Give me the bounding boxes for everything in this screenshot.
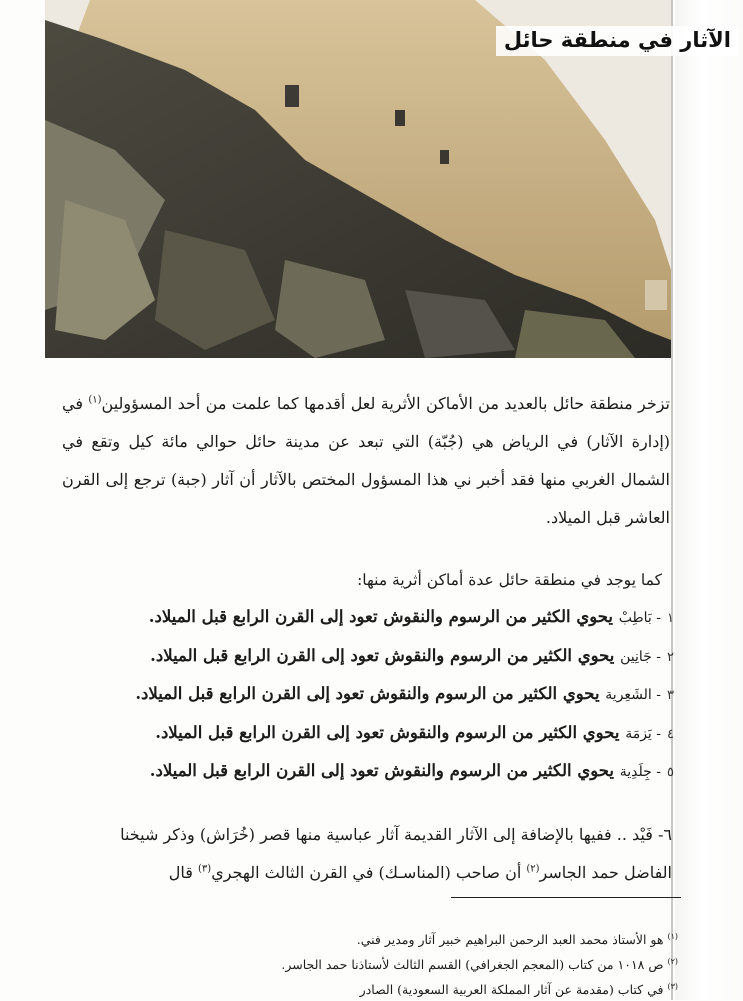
site-description: يحوي الكثير من الرسوم والنقوش تعود إلى القرن الرابع قبل الميلاد.	[135, 684, 606, 703]
list-item	[66, 641, 674, 680]
page-edge	[675, 0, 743, 1000]
footnote-ref-2: (٢)	[526, 863, 540, 875]
site-name: - جَانِين	[620, 648, 662, 665]
site-name: - فَيْد	[632, 825, 664, 844]
archaeological-sites-list	[66, 602, 674, 795]
item-number: ٣	[667, 688, 674, 703]
footnote-number: (٣)	[667, 982, 678, 992]
sites-intro: كما يوجد في منطقة حائل عدة أماكن أثرية منها:	[357, 571, 662, 589]
list-item	[66, 718, 674, 757]
site-fayd-line-1	[66, 816, 672, 854]
site-name: - الشَعِرية	[605, 687, 662, 703]
text-segment: الفاضل حمد الجاسر	[539, 863, 672, 882]
list-item	[66, 602, 674, 641]
footnote-number: (٢)	[667, 957, 678, 967]
site-name: - جِلَدِية	[619, 764, 662, 780]
footnote-text: ص ١٠١٨ من كتاب (المعجم الجغرافي) القسم الثالث لأستاذنا حمد الجاسر.	[281, 957, 668, 973]
intro-paragraph	[62, 385, 670, 537]
item-number: ٤	[667, 726, 674, 742]
site-description: يحوي الكثير من الرسوم والنقوش تعود إلى القرن الرابع قبل الميلاد.	[149, 761, 620, 780]
item-number: ٢	[667, 649, 674, 665]
site-description: يحوي الكثير من الرسوم والنقوش تعود إلى القرن الرابع قبل الميلاد.	[155, 722, 626, 742]
footnote-number: (١)	[667, 932, 678, 941]
site-description: يحوي الكثير من الرسوم والنقوش تعود إلى القرن الرابع قبل الميلاد.	[150, 645, 621, 665]
list-item	[66, 679, 674, 718]
item-number: ٥	[667, 765, 674, 780]
site-fayd-paragraph	[66, 816, 672, 892]
page-title: الآثار في منطقة حائل	[496, 26, 739, 56]
text-segment: أن صاحب (المناسـك) في القرن الثالث الهجري	[211, 863, 527, 882]
site-name: - بَاطِبْ	[618, 610, 662, 626]
site-description: يحوي الكثير من الرسوم والنقوش تعود إلى القرن الرابع قبل الميلاد.	[148, 607, 619, 626]
footnotes	[120, 926, 678, 1001]
footnote-divider	[451, 897, 681, 898]
list-item	[66, 756, 674, 795]
intro-text-end: في (إدارة الآثار) في الرياض هي (جُبّة) التي تبعد عن مدينة حائل حوالي مائة كيل وتقع في الشمال الغربي منها فقد أخبر ني هذا المسؤول المختص بالآثار أن آثار (جبة) ترجع إلى القرن العاشر قبل الميلاد.	[62, 394, 671, 527]
footnote-text: هو الأستاذ محمد العبد الرحمن البراهيم خبير آثار ومدير فني.	[356, 932, 668, 948]
footnote-ref-3: (٣)	[198, 863, 212, 875]
footnote-ref-1: (١)	[88, 394, 102, 406]
site-name: - يَزمَة	[625, 725, 662, 742]
footnote	[120, 926, 678, 951]
site-description: .. ففيها بالإضافة إلى الآثار القديمة آثار عباسية منها قصر (خُرَاش) وذكر شيخنا	[120, 825, 627, 844]
intro-text-start: تزخر منطقة حائل بالعديد من الأماكن الأثرية لعل أقدمها كما علمت من أحد المسؤولين	[101, 394, 670, 413]
footnote-text: في كتاب (مقدمة عن آثار المملكة العربية السعودية) الصادر	[359, 982, 668, 998]
site-fayd-line-2	[66, 854, 672, 892]
item-number: ٦	[663, 825, 672, 844]
footnote	[120, 976, 678, 1001]
text-segment: قال	[168, 863, 198, 882]
item-number: ١	[667, 611, 674, 626]
footnote	[120, 951, 678, 976]
